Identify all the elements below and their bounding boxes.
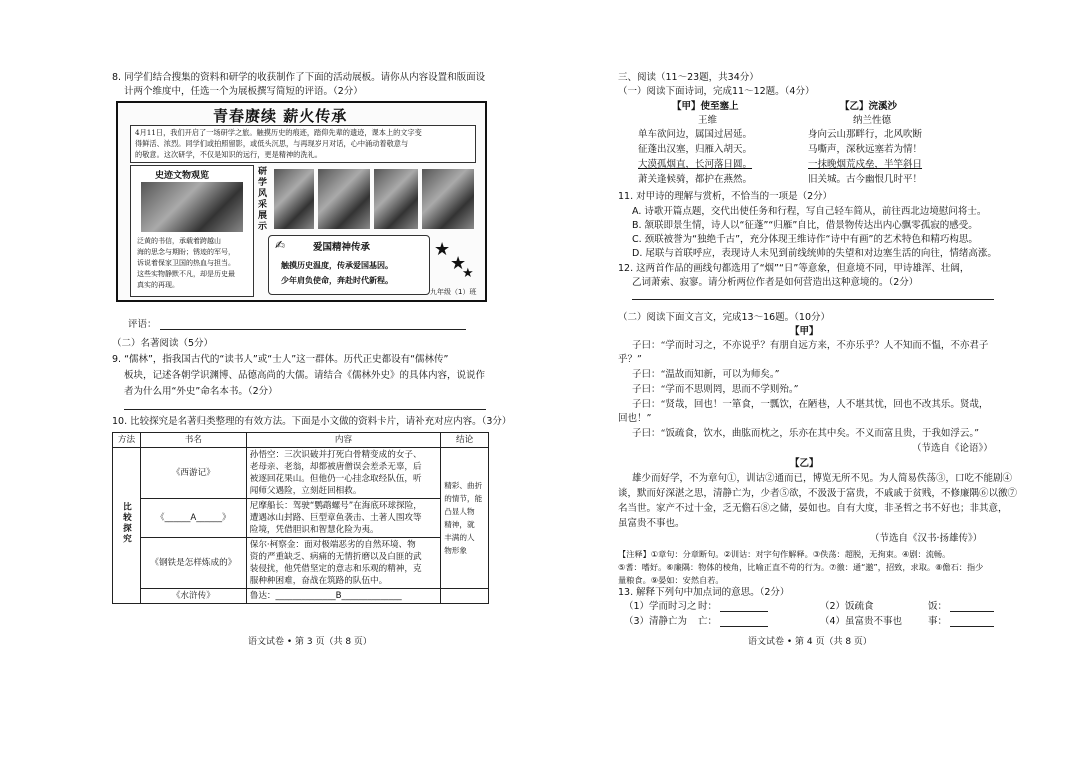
relic-text-line: 海的思念与期盼；锈迹的军号，	[137, 248, 235, 256]
book-cell-blank-a[interactable]: 《______A______》	[140, 499, 246, 538]
q13-stem: 13. 解释下列句中加点词的意思。（2分）	[618, 587, 790, 598]
q13-item-3-blank[interactable]	[720, 626, 768, 627]
right-page	[540, 0, 1080, 764]
content-line: 尼摩船长：驾驶“鹦鹉螺号”在海底环球探险，	[249, 501, 422, 511]
relic-text-line: 这些实物静默不凡，却是历史最	[137, 270, 235, 278]
table-row	[113, 499, 489, 538]
jia-line: 子曰：“贤哉，回也！一箪食，一瓢饮，在陋巷，人不堪其忧，回也不改其乐。贤哉，	[632, 399, 989, 410]
poem-b-line: 马嘶声，深秋远塞若为情！	[808, 144, 923, 155]
q13-item-2-key: 饭：	[928, 601, 948, 612]
conclusion-cell	[441, 448, 489, 589]
content-line: 老母亲、老翁，却都被唐僧误会差杀无辜，后	[249, 462, 422, 472]
jia-line: 回也！”	[618, 413, 652, 424]
q13-item-4-key: 事：	[928, 616, 948, 627]
q13-item-4: （4）虽富贵不事也	[820, 616, 903, 627]
method-cell: 比较探究	[121, 502, 132, 545]
poem-a-line: 单车欲问边，属国过居延。	[638, 129, 753, 140]
yi-source: （节选自《汉书·扬雄传》）	[870, 533, 983, 544]
poem-a-underlined-line: 大漠孤烟直，长河落日圆。	[638, 159, 753, 170]
q13-item-2: （2）饭疏食	[820, 601, 874, 612]
poster-title: 青春赓续 薪火传承	[213, 107, 348, 125]
star-icon: ★	[462, 266, 474, 281]
classical-sub-heading: （二）阅读下面文言文，完成13～16题。（10分）	[618, 312, 831, 323]
poem-a-line: 征蓬出汉塞，归雁入胡天。	[638, 144, 753, 155]
poem-b-line: 旧关城。古今幽恨几时平！	[808, 174, 923, 185]
content-line: 装侵扰，他凭借坚定的意志和乐观的精神，克	[249, 564, 422, 574]
content-cell	[246, 499, 440, 538]
spirit-line-1: 触摸历史温度，传承爱国基因。	[281, 260, 393, 270]
content-line: 险境，凭借胆识和智慧化险为夷。	[249, 525, 379, 535]
notes-line: 量粮食。⑨晏如：安然自若。	[618, 575, 724, 585]
poster-intro-line-1: 4月11日，我们开启了一场研学之旅。触摸历史的痕迹，踏仰先辈的遗迹，课本上的文字变	[135, 128, 422, 137]
q12-line-1: 12. 这两首作品的画线句都选用了“烟”“日”等意象，但意境不同，甲诗雄浑、壮阔，	[618, 263, 970, 274]
spirit-line-2: 少年肩负使命，奔赴时代新程。	[281, 275, 393, 285]
content-line: 闻师父遇险，立刻赶回相救。	[249, 486, 362, 496]
conclusion-line: 凸显人物	[444, 507, 475, 516]
table-header: 方法	[113, 433, 141, 448]
poster-intro-line-2: 得鲜活、浓烈。同学们或拍照留影，或低头沉思，与再现岁月对话，心中涌动着敬意与	[135, 139, 409, 148]
notes-line: ⑤耆：嗜好。⑥廉隅：物体的棱角，比喻正直不苟的行为。⑦徼：通“邀”，招致，求取。⑧儋石：指少	[618, 562, 984, 572]
comment-answer-line[interactable]	[160, 329, 466, 330]
book-cell: 《水浒传》	[140, 589, 246, 604]
activity-poster	[116, 101, 487, 302]
content-line: 资的严重缺乏、病痛的无情折磨以及白匪的武	[249, 552, 422, 562]
pen-icon: ✍	[275, 238, 286, 252]
jia-source: （节选自《论语》）	[912, 443, 993, 454]
jia-line: 子曰：“学而不思则罔，思而不学则殆。”	[632, 384, 799, 395]
content-line: 遭遇冰山封路、巨型章鱼袭击、土著人围攻等	[249, 513, 422, 523]
relic-text-line: 泛黄的书信，承载着跨越山	[137, 237, 221, 245]
page-footer: 语文试卷 • 第 4 页（共 8 页）	[748, 637, 872, 647]
jia-line: 子曰：“温故而知新，可以为师矣。”	[632, 369, 780, 380]
q8-line-2: 计两个维度中，任选一个为展板撰写简短的评语。（2分）	[124, 86, 363, 97]
poem-b-line: 身向云山那畔行，北风吹断	[808, 129, 923, 140]
conclusion-line: 丰满的人	[444, 533, 475, 542]
q9-line-2: 板块，记述各朝学识渊博、品德高尚的大儒。请结合《儒林外史》的具体内容，说说作	[124, 370, 486, 381]
q11-option-b[interactable]: B. 颔联即景生情，诗人以“征蓬”“归雁”自比，借景物传达出内心飘零孤寂的感受。	[632, 220, 978, 231]
jia-label: 【甲】	[790, 326, 819, 337]
relic-text-line: 真实的再现。	[137, 281, 179, 289]
content-cell-blank-b[interactable]: 鲁达：______________B______________	[246, 589, 440, 604]
relic-panel	[130, 165, 254, 297]
poem-a-line: 萧关逢候骑，都护在燕然。	[638, 174, 753, 185]
content-cell	[246, 538, 440, 589]
style-photo-4	[422, 169, 474, 229]
q11-stem: 11. 对甲诗的理解与赏析，不恰当的一项是（2分）	[618, 191, 833, 202]
section-3-heading: 三、阅读（11～23题，共34分）	[618, 72, 759, 83]
content-line: 孙悟空：三次识破并打死白骨精变成的女子、	[249, 450, 422, 460]
table-header-row	[113, 433, 489, 448]
notes-line: 【注释】①章句：分章断句。②训诂：对字句作解释。③佚荡：超脱，无拘束。④剧：流畅。	[618, 549, 951, 559]
q13-item-1-key: 时：	[698, 601, 718, 612]
conclusion-line: 物形象	[444, 546, 467, 555]
yi-line: 虽富贵不事也。	[618, 518, 685, 529]
spirit-title: 爱国精神传承	[313, 242, 371, 253]
conclusion-empty-cell	[441, 589, 489, 604]
q11-option-d[interactable]: D. 尾联与首联呼应，表现诗人未见到前线统帅的失望和对边塞生活的向往，情绪高涨。	[632, 248, 997, 259]
yi-label: 【乙】	[790, 458, 819, 469]
q13-item-4-blank[interactable]	[950, 626, 994, 627]
q9-line-3: 者为什么用“外史”命名本书。（2分）	[124, 386, 278, 397]
conclusion-line: 的情节，能	[444, 494, 483, 503]
relic-title: 史迹文物观览	[155, 171, 210, 181]
q13-item-3: （3）清静亡为	[624, 616, 688, 627]
jia-line: 乎？”	[618, 354, 642, 365]
style-photo-2	[318, 169, 370, 229]
q9-line-1: 9. “儒林”，指我国古代的“读书人”或“士人”这一群体。历代正史都设有“儒林传”	[112, 354, 449, 365]
class-label: 九年级（1）班	[430, 288, 477, 296]
style-vertical-label: 研学风采展示	[258, 167, 268, 232]
section-2-heading: （二）名著阅读（5分）	[112, 338, 214, 349]
spirit-panel	[268, 235, 430, 295]
q12-line-2: 乙词萧索、寂寥。请分析两位作者是如何营造出这种意境的。（2分）	[632, 277, 919, 288]
page-footer: 语文试卷 • 第 3 页（共 8 页）	[248, 637, 372, 647]
poem-a-title: 【甲】使至塞上	[672, 101, 739, 112]
yi-line: 名当世。家产不过十金，乏无儋石⑧之储，晏如也。自有大度，非圣哲之书不好也；非其意，	[618, 503, 1008, 514]
table-row	[113, 589, 489, 604]
content-line: 服种种困难，奋战在筑路的队伍中。	[249, 576, 388, 586]
poster-intro-line-3: 的敬意。这次研学，不仅是知识的远行，更是精神的洗礼。	[135, 150, 322, 159]
q13-item-3-key: 亡：	[698, 616, 718, 627]
relic-text-line: 诉说着保家卫国的热血与担当。	[137, 259, 235, 267]
q13-item-1: （1）学而时习之	[624, 601, 697, 612]
content-line: 被逐回花果山。但他仍一心挂念取经队伍，听	[249, 474, 422, 484]
star-icon: ★	[434, 239, 451, 260]
content-line: 保尔·柯察金：面对极端恶劣的自然环境、物	[249, 540, 416, 550]
q13-item-2-blank[interactable]	[950, 611, 994, 612]
q11-option-a[interactable]: A. 诗歌开篇点题，交代出使任务和行程，写自己轻车简从，前往西北边境慰问将士。	[632, 206, 987, 217]
book-cell: 《钢铁是怎样炼成的》	[140, 538, 246, 589]
q8-line-1: 8. 同学们结合搜集的资料和研学的收获制作了下面的活动展板。请你从内容设置和版面设	[112, 72, 486, 83]
q10-stem: 10. 比较探究是名著归类整理的有效方法。下面是小文做的资料卡片，请补充对应内容。（3分）	[112, 416, 512, 427]
yi-line: 谈，默而好深湛之思，清静亡为，少者⑤欲，不汲汲于富贵，不戚戚于贫贱，不修廉隅⑥以徼⑦	[618, 488, 1018, 499]
q12-answer-line[interactable]	[632, 299, 994, 300]
jia-line: 子曰：“学而时习之，不亦说乎？有朋自远方来，不亦乐乎？人不知而不愠，不亦君子	[632, 340, 989, 351]
q9-answer-line[interactable]	[124, 409, 486, 410]
poem-b-title: 【乙】浣溪沙	[840, 101, 898, 112]
table-header: 结论	[441, 433, 489, 448]
content-cell	[246, 448, 440, 499]
comparison-table	[112, 432, 489, 604]
poem-sub-heading: （一）阅读下面诗词，完成11～12题。（4分）	[618, 86, 815, 97]
style-photo-3	[374, 169, 418, 229]
table-header: 书名	[140, 433, 246, 448]
book-cell: 《西游记》	[140, 448, 246, 499]
yi-line: 雄少而好学，不为章句①，训诂②通而已，博览无所不见。为人简易佚荡③，口吃不能剧④	[632, 473, 1013, 484]
jia-line: 子曰：“饭疏食，饮水，曲肱而枕之，乐亦在其中矣。不义而富且贵，于我如浮云。”	[632, 428, 979, 439]
poem-b-author: 纳兰性德	[853, 115, 892, 126]
q13-item-1-blank[interactable]	[720, 611, 768, 612]
star-icon: ★	[450, 253, 467, 274]
style-photo-1	[274, 169, 314, 229]
table-row	[113, 538, 489, 589]
relic-photo	[141, 182, 243, 232]
poster-intro-box	[130, 125, 476, 163]
comment-label: 评语：	[128, 319, 157, 330]
poem-a-author: 王维	[698, 115, 718, 126]
conclusion-line: 精神，就	[444, 520, 475, 529]
q11-option-c[interactable]: C. 颈联被誉为“独绝千古”，充分体现王维诗作“诗中有画”的艺术特色和精巧构思。	[632, 234, 978, 245]
conclusion-line: 精彩、曲折	[444, 481, 483, 490]
table-header: 内容	[246, 433, 440, 448]
poem-b-underlined-line: 一抹晚烟荒戍垒，半竿斜日	[808, 159, 923, 170]
table-row	[113, 448, 489, 499]
